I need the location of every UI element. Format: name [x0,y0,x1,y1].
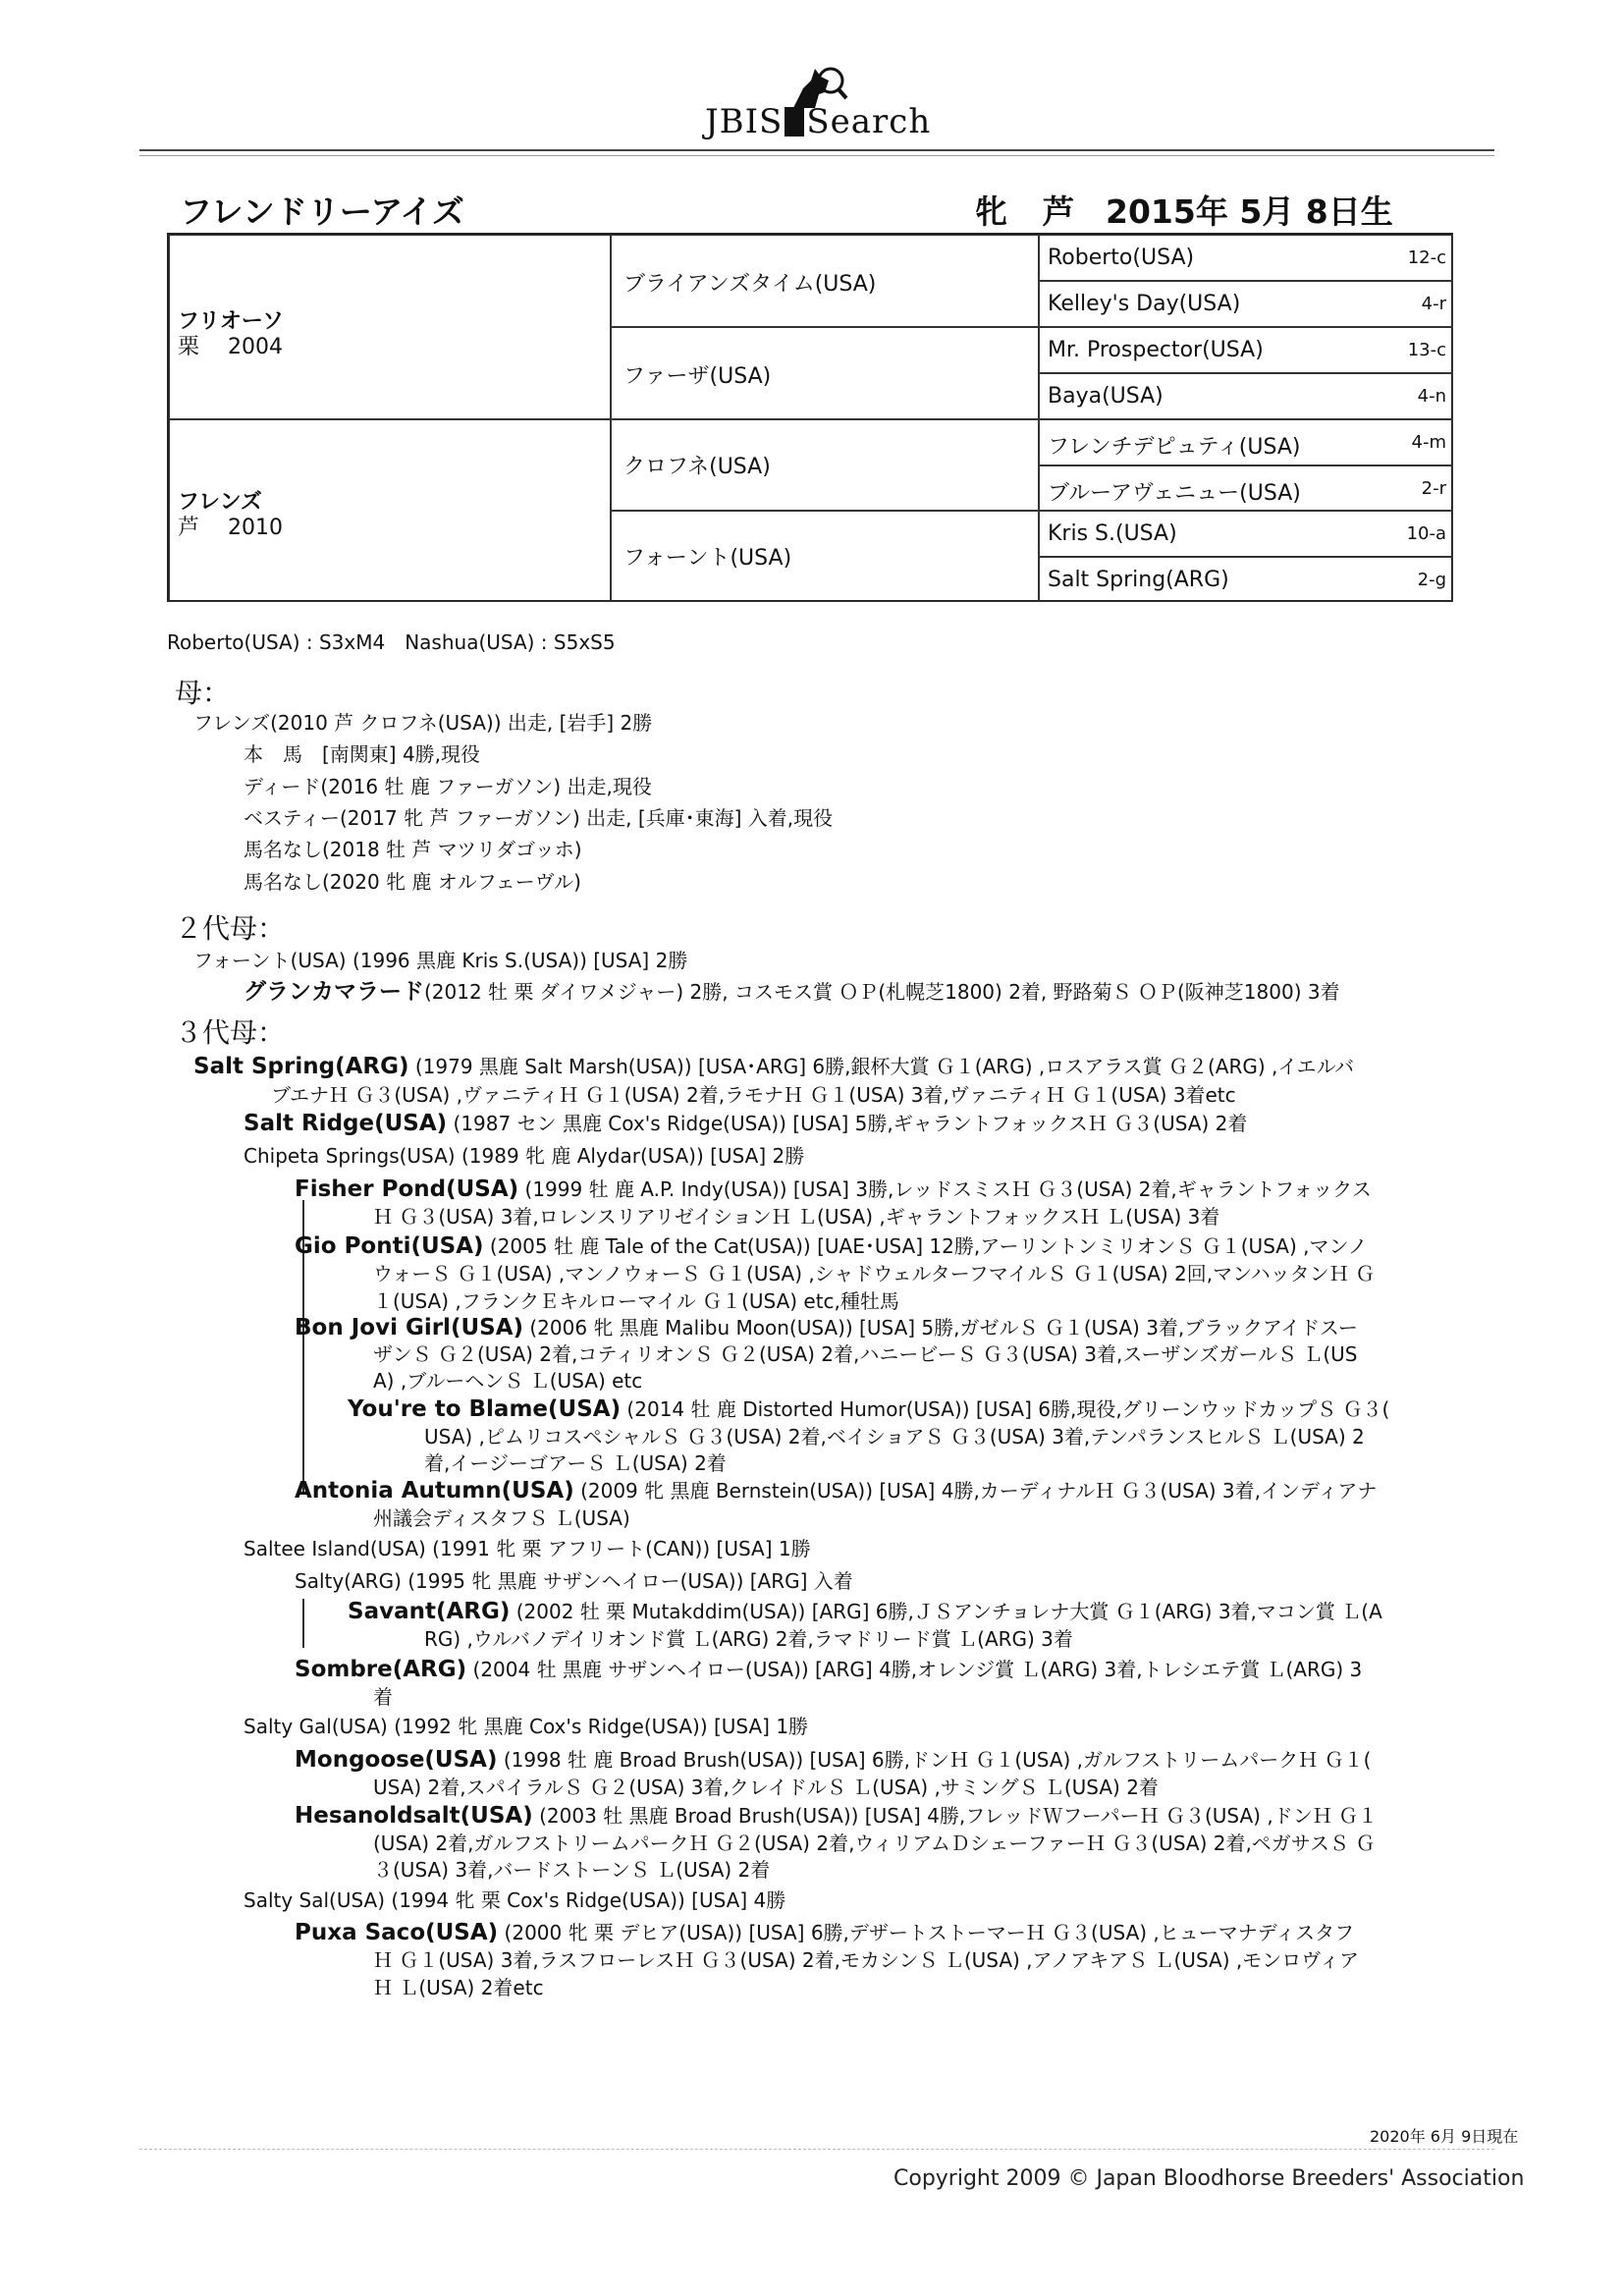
record-line [244,837,582,862]
record-line [295,1803,1378,1829]
record-line [271,1082,1236,1108]
g3-name: Roberto(USA) [1048,246,1195,270]
pedigree-g3-cell [1039,557,1453,602]
record-line [295,1315,1358,1340]
family-code: 10-a [1406,523,1446,544]
record-line [373,1341,1357,1367]
record-text: 本 馬 [南関東] 4勝,現役 [244,742,481,766]
g2-name: ブライアンズタイム(USA) [623,272,877,297]
record-text: (2005 牡 鹿 Tale of the Cat(USA)) [UAE･USA] 12勝,アーリントンミリオンＳ Ｇ１(USA) ,マンノ [483,1234,1368,1258]
record-line [244,1714,808,1739]
record-line [424,1424,1365,1449]
g3-name: Baya(USA) [1048,384,1164,409]
family-line [302,1599,304,1648]
horse-birth-date: 2015年 5月 8日生 [1106,192,1393,231]
family-line [302,1394,304,1477]
record-text: フォーント(USA) (1996 黒鹿 Kris S.(USA)) [USA] 2勝 [193,949,688,972]
logo-square [785,107,804,137]
record-text: USA) 2着,スパイラルＳ Ｇ２(USA) 3着,クレイドルＳ Ｌ(USA) ,サミングＳ Ｌ(USA) 2着 [373,1776,1159,1799]
horse-name-bold: Fisher Pond(USA) [295,1176,519,1202]
record-line [295,1920,1354,1945]
horse-name-bold: Mongoose(USA) [295,1747,498,1773]
pedigree-g3-cell [1039,327,1453,373]
pedigree-g3-cell [1039,511,1453,557]
record-text: (2000 牝 栗 デヒア(USA)) [USA] 6勝,デザートストーマーＨ Ｇ３(USA) ,ヒューマナディスタフ [498,1921,1355,1944]
pedigree-g2-cell [611,235,1039,327]
family-code: 2-g [1417,570,1446,590]
g2-name: フォーント(USA) [623,546,792,571]
horse-name-bold: Salt Ridge(USA) [244,1111,448,1136]
record-text: (2002 牡 栗 Mutakddim(USA)) [ARG] 6勝,ＪＳアンチョレナ大賞 Ｇ１(ARG) 3着,マコン賞 Ｌ(A [510,1600,1382,1623]
record-text: RG) ,ウルバノデイリオンド賞 Ｌ(ARG) 2着,ラマドリード賞 Ｌ(ARG) 3着 [424,1627,1073,1651]
logo-text [705,102,931,141]
g3-name: フレンチデピュティ(USA) [1048,435,1301,460]
record-text: Ｈ Ｇ１(USA) 3着,ラスフローレスＨ Ｇ３(USA) 2着,モカシンＳ Ｌ(USA) ,アノアキアＳ Ｌ(USA) ,モンロヴィア [373,1948,1360,1972]
dam-info: 芦 2010 [178,516,283,540]
g3-name: ブルーアヴェニュー(USA) [1048,481,1301,506]
pedigree-g2-cell [611,511,1039,602]
record-text: Salty Sal(USA) (1994 牝 栗 Cox's Ridge(USA)) [USA] 4勝 [244,1888,786,1912]
record-text: フレンズ(2010 芦 クロフネ(USA)) 出走, [岩手] 2勝 [193,711,653,735]
record-line [373,1775,1159,1800]
record-line [193,710,652,736]
record-line [373,1288,899,1314]
record-line [348,1599,1382,1624]
record-line [424,1450,727,1476]
logo-jbis: JBIS [705,102,784,141]
record-text: 着 [373,1685,393,1709]
horse-name-bold: Puxa Saco(USA) [295,1920,499,1945]
record-text: 州議会ディスタフＳ Ｌ(USA) [373,1506,630,1530]
record-text: 馬名なし(2018 牡 芦 マツリダゴッホ) [244,838,582,861]
record-line [244,979,1340,1005]
record-line [193,1054,1354,1079]
record-line [244,805,833,831]
record-line [295,1747,1371,1773]
record-text: (1987 セン 黒鹿 Cox's Ridge(USA)) [USA] 5勝,ギャラントフォックスＨ Ｇ３(USA) 2着 [447,1112,1248,1135]
record-text: Saltee Island(USA) (1991 牝 栗 アフリート(CAN)) [USA] 1勝 [244,1537,811,1560]
section-dam: 母： [175,677,231,709]
record-text: ザンＳ Ｇ２(USA) 2着,コティリオンＳ Ｇ２(USA) 2着,ハニービーＳ Ｇ３(USA) 3着,スーザンズガールＳ Ｌ(US [373,1342,1358,1366]
record-text: (2014 牡 鹿 Distorted Humor(USA)) [USA] 6勝,現役,グリーンウッドカップＳ Ｇ３( [621,1397,1390,1421]
record-line [244,774,652,799]
record-text: ３(USA) 3着,バードストーンＳ Ｌ(USA) 2着 [373,1858,771,1882]
inbreeding-info: Roberto(USA) : S3xM4 Nashua(USA) : S5xS5 [167,630,616,654]
pedigree-g3-cell [1039,465,1453,511]
g2-name: クロフネ(USA) [623,455,771,479]
record-text: USA) ,ピムリコスペシャルＳ Ｇ３(USA) 2着,ベイショアＳ Ｇ３(USA) 3着,テンパランスヒルＳ Ｌ(USA) 2 [424,1425,1365,1449]
horse-name-bold: Savant(ARG) [348,1599,511,1624]
g3-name: Kris S.(USA) [1048,521,1177,546]
horse-name-bold: You're to Blame(USA) [348,1396,622,1422]
family-code: 13-c [1407,340,1446,360]
g3-name: Kelley's Day(USA) [1048,292,1241,316]
logo-search: Search [806,102,932,141]
record-text: (2012 牡 栗 ダイワメジャー) 2勝, コスモス賞 ＯＰ(札幌芝1800) 2着, 野路菊Ｓ ＯＰ(阪神芝1800) 3着 [424,980,1340,1004]
family-code: 4-n [1417,386,1446,407]
record-line [295,1478,1377,1503]
record-line [373,1831,1375,1856]
pedigree-g3-cell [1039,235,1453,281]
record-text: 馬名なし(2020 牝 鹿 オルフェーヴル) [244,870,581,894]
record-line [373,1947,1359,1973]
horse-name: フレンドリーアイズ [180,192,464,231]
record-text: ウォーＳ Ｇ１(USA) ,マンノウォーＳ Ｇ１(USA) ,シャドウェルターフマイルＳ Ｇ１(USA) 2回,マンハッタンＨ Ｇ [373,1262,1376,1285]
record-text: (2009 牝 黒鹿 Bernstein(USA)) [USA] 4勝,カーディナルＨ Ｇ３(USA) 3着,インディアナ [573,1479,1378,1503]
family-code: 12-c [1407,247,1446,268]
record-text: (2003 牡 黒鹿 Broad Brush(USA)) [USA] 4勝,フレッドＷフーパーＨ Ｇ３(USA) ,ドンＨ Ｇ１ [532,1804,1379,1828]
record-text: (1979 黒鹿 Salt Marsh(USA)) [USA･ARG] 6勝,銀杯大賞 Ｇ１(ARG) ,ロスアラス賞 Ｇ２(ARG) ,イエルバ [408,1055,1355,1078]
copyright: Copyright 2009 © Japan Bloodhorse Breeders' Association [893,2166,1525,2191]
horse-name-bold: Antonia Autumn(USA) [295,1478,574,1503]
record-line [244,1111,1247,1136]
dam-name: フレンズ [178,490,262,515]
section-dam2: ２代母： [175,912,286,945]
record-text: A) ,ブルーヘンＳ Ｌ(USA) etc [373,1369,643,1393]
section-dam3: ３代母： [175,1016,286,1049]
sire-name: フリオーソ [178,309,285,334]
horse-name-bold: Sombre(ARG) [295,1657,467,1682]
pedigree-table [167,233,1453,602]
g2-name: ファーザ(USA) [623,364,772,389]
family-line [302,1200,304,1231]
record-line [244,1143,804,1169]
g3-name: Mr. Prospector(USA) [1048,338,1264,362]
record-text: Salty(ARG) (1995 牝 黒鹿 サザンヘイロー(USA)) [ARG] 入着 [295,1569,853,1593]
record-line [244,869,581,895]
record-text: (2004 牡 黒鹿 サザンヘイロー(USA)) [ARG] 4勝,オレンジ賞 Ｌ(ARG) 3着,トレシエテ賞 Ｌ(ARG) 3 [466,1658,1363,1681]
pedigree-g3-cell [1039,373,1453,419]
horse-name-bold: グランカマラード [244,979,424,1005]
record-line [424,1626,1073,1652]
pedigree-g3-cell [1039,281,1453,327]
pedigree-g3-cell [1039,419,1453,465]
horse-name-bold: Gio Ponti(USA) [295,1233,484,1259]
record-line [295,1568,853,1594]
record-text: Chipeta Springs(USA) (1989 牝 鹿 Alydar(USA)) [USA] 2勝 [244,1144,805,1168]
sire-info: 栗 2004 [178,335,283,359]
record-text: ベスティー(2017 牝 芦 ファーガソン) 出走, [兵庫･東海] 入着,現役 [244,806,834,830]
horse-sex-color: 牝 芦 [975,192,1087,231]
horse-name-bold: Bon Jovi Girl(USA) [295,1315,524,1340]
pedigree-g2-cell [611,419,1039,511]
record-line [373,1261,1375,1286]
record-text: 着,イージーゴアーＳ Ｌ(USA) 2着 [424,1451,727,1475]
record-text: ディード(2016 牡 鹿 ファーガソン) 出走,現役 [244,775,652,798]
record-line [373,1857,770,1883]
record-line [373,1684,393,1710]
g3-name: Salt Spring(ARG) [1048,568,1229,592]
record-text: (1998 牡 鹿 Broad Brush(USA)) [USA] 6勝,ドンＨ Ｇ１(USA) ,ガルフストリームパークＨ Ｇ１( [497,1748,1372,1772]
as-of-date: 2020年 6月 9日現在 [1370,2127,1519,2146]
record-line [295,1176,1372,1202]
pedigree-sire-cell [169,235,611,419]
record-line [244,741,480,767]
family-code: 4-r [1421,294,1446,314]
record-text: １(USA) ,フランクＥキルローマイル Ｇ１(USA) etc,種牡馬 [373,1289,899,1313]
record-line [373,1975,544,2000]
pedigree-g2-cell [611,327,1039,419]
record-text: (1999 牡 鹿 A.P. Indy(USA)) [USA] 3勝,レッドスミスＨ Ｇ３(USA) 2着,ギャラントフォックス [518,1177,1372,1201]
record-line [373,1505,630,1531]
header-divider [139,149,1494,156]
record-line [373,1368,642,1394]
record-text: Salty Gal(USA) (1992 牝 黒鹿 Cox's Ridge(USA)) [USA] 1勝 [244,1715,809,1738]
horse-name-bold: Salt Spring(ARG) [193,1054,409,1079]
record-line [295,1233,1368,1259]
record-text: ブエナＨ Ｇ３(USA) ,ヴァニティＨ Ｇ１(USA) 2着,ラモナＨ Ｇ１(USA) 3着,ヴァニティＨ Ｇ１(USA) 3着etc [271,1083,1236,1107]
record-text: Ｈ Ｇ３(USA) 3着,ロレンスリアリゼイションＨ Ｌ(USA) ,ギャラントフォックスＨ Ｌ(USA) 3着 [373,1205,1220,1229]
horse-name-bold: Hesanoldsalt(USA) [295,1803,533,1829]
record-line [348,1396,1389,1422]
record-text: (2006 牝 黒鹿 Malibu Moon(USA)) [USA] 5勝,ガゼルＳ Ｇ１(USA) 3着,ブラックアイドスー [523,1316,1358,1339]
pedigree-dam-cell [169,419,611,602]
record-text: (USA) 2着,ガルフストリームパークＨ Ｇ２(USA) 2着,ウィリアムＤシェーファーＨ Ｇ３(USA) 2着,ペガサスＳ Ｇ [373,1831,1376,1855]
record-line [295,1657,1362,1682]
record-line [244,1536,811,1561]
record-line [373,1204,1219,1230]
record-line [244,1887,785,1913]
record-text: Ｈ Ｌ(USA) 2着etc [373,1976,544,1999]
record-line [193,948,687,973]
family-code: 2-r [1421,478,1446,499]
footer-divider [139,2149,1494,2150]
logo [0,0,1624,157]
family-code: 4-m [1411,432,1446,453]
